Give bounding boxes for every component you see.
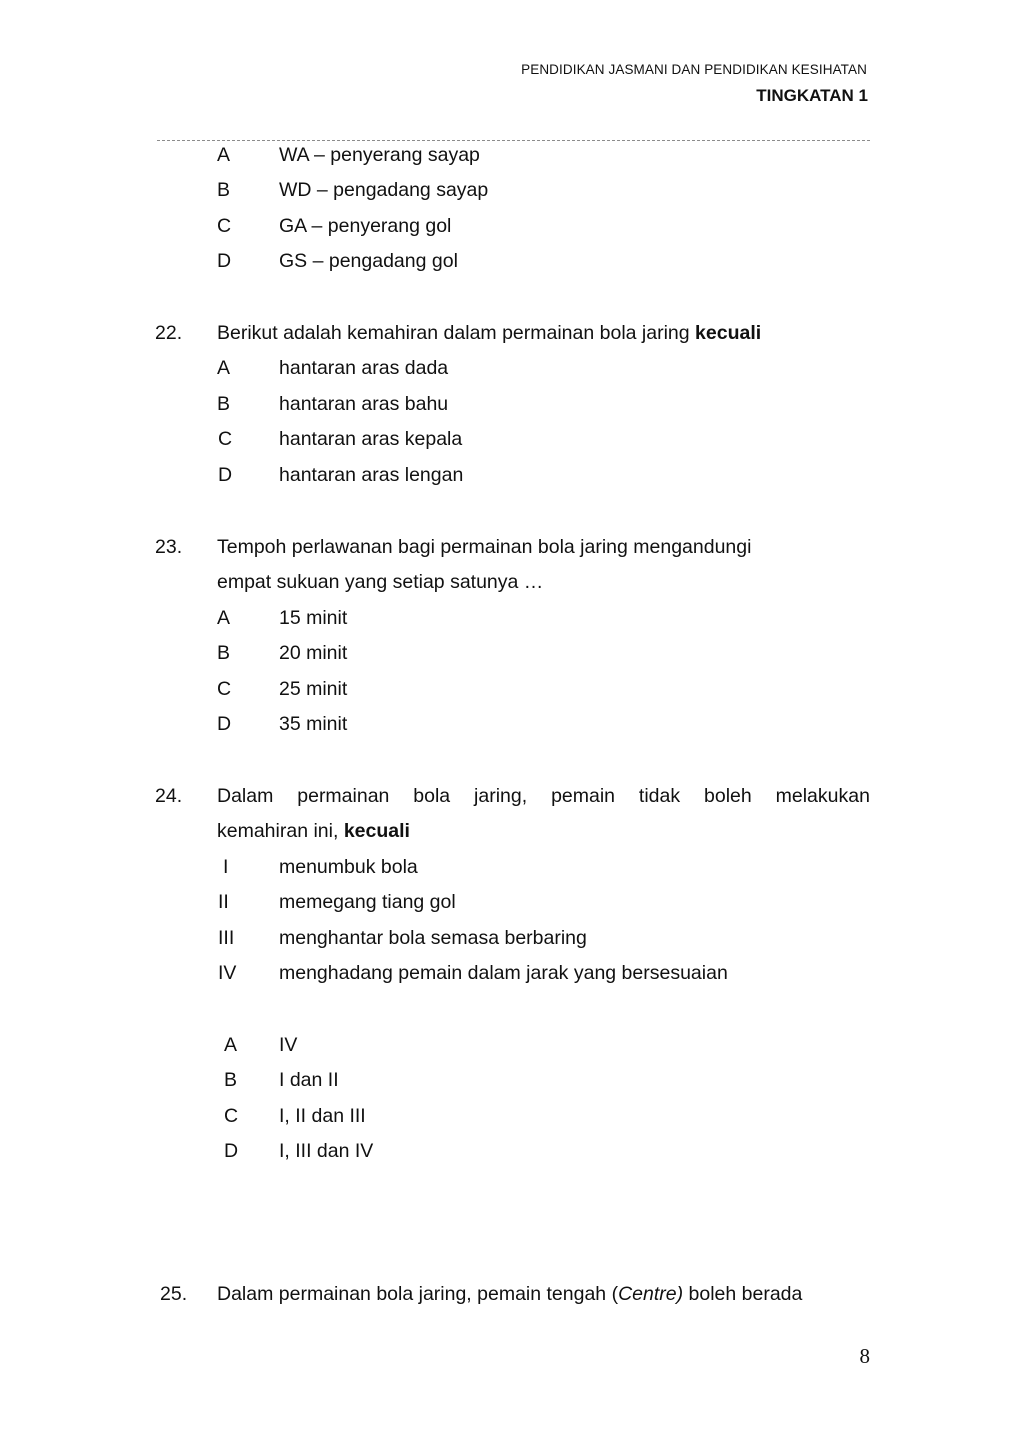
- option-text: I dan II: [279, 1069, 339, 1091]
- option-text: hantaran aras bahu: [279, 393, 449, 415]
- option-text: GA – penyerang gol: [279, 215, 452, 237]
- question-emphasis: kecuali: [695, 322, 762, 344]
- option-letter: A: [217, 144, 231, 166]
- question-stem: kemahiran ini,: [217, 820, 344, 842]
- option-letter: B: [224, 1069, 238, 1091]
- question-stem: Berikut adalah kemahiran dalam permainan bola jaring: [217, 322, 696, 344]
- page-number: 8: [859, 1344, 870, 1368]
- statement-numeral: IV: [218, 962, 237, 984]
- option-letter: A: [217, 607, 231, 629]
- option-text: 25 minit: [279, 678, 348, 700]
- option-text: I, III dan IV: [279, 1140, 374, 1162]
- option-letter: D: [217, 713, 232, 735]
- option-text: I, II dan III: [279, 1105, 366, 1127]
- option-text: WD – pengadang sayap: [279, 179, 489, 201]
- statement-numeral: I: [223, 856, 229, 878]
- question-stem: Dalam permainan bola jaring, pemain tengah (: [217, 1283, 619, 1305]
- question-emphasis: kecuali: [343, 820, 410, 842]
- question-text: [217, 322, 761, 344]
- option-letter: D: [224, 1140, 239, 1162]
- header-divider: [157, 140, 870, 141]
- option-letter: C: [224, 1105, 239, 1127]
- option-text: hantaran aras dada: [279, 357, 449, 379]
- question-stem-end: boleh berada: [683, 1283, 803, 1305]
- option-text: 15 minit: [279, 607, 348, 629]
- question-text-line-1: Tempoh perlawanan bagi permainan bola jaring mengandungi: [217, 536, 752, 558]
- statement-numeral: II: [218, 891, 229, 913]
- option-letter: A: [217, 357, 231, 379]
- question-text: [217, 1283, 802, 1305]
- option-letter: B: [217, 393, 231, 415]
- option-letter: C: [217, 678, 232, 700]
- header-subject: PENDIDIKAN JASMANI DAN PENDIDIKAN KESIHATAN: [521, 62, 867, 77]
- option-text: 20 minit: [279, 642, 348, 664]
- question-word: bola: [413, 785, 451, 807]
- statement-numeral: III: [218, 927, 235, 949]
- statement-text: memegang tiang gol: [279, 891, 456, 913]
- question-word: tidak: [638, 785, 681, 807]
- question-number: 25.: [160, 1283, 188, 1305]
- option-letter: C: [218, 428, 233, 450]
- question-word: Dalam: [217, 785, 274, 807]
- option-letter: B: [217, 179, 231, 201]
- statement-text: menghadang pemain dalam jarak yang bersesuaian: [279, 962, 728, 984]
- question-text-line-2: empat sukuan yang setiap satunya …: [217, 571, 544, 593]
- option-text: GS – pengadang gol: [279, 250, 458, 272]
- option-letter: A: [224, 1034, 238, 1056]
- question-word: permainan: [297, 785, 390, 807]
- option-text: IV: [279, 1034, 298, 1056]
- question-word: boleh: [704, 785, 752, 807]
- question-word: melakukan: [775, 785, 870, 807]
- option-letter: C: [217, 215, 232, 237]
- question-text-line-2: [217, 820, 410, 842]
- option-text: hantaran aras kepala: [279, 428, 463, 450]
- option-text: hantaran aras lengan: [279, 464, 464, 486]
- option-text: WA – penyerang sayap: [279, 144, 480, 166]
- question-number: 23.: [155, 536, 183, 558]
- option-letter: B: [217, 642, 231, 664]
- question-word: jaring,: [474, 785, 528, 807]
- option-letter: D: [218, 464, 233, 486]
- question-text-line-1: [217, 785, 870, 807]
- question-italic-term: Centre): [618, 1283, 684, 1305]
- statement-text: menumbuk bola: [279, 856, 418, 878]
- question-number: 24.: [155, 785, 183, 807]
- option-letter: D: [217, 250, 232, 272]
- statement-text: menghantar bola semasa berbaring: [279, 927, 587, 949]
- option-text: 35 minit: [279, 713, 348, 735]
- question-number: 22.: [155, 322, 183, 344]
- question-word: pemain: [551, 785, 616, 807]
- header-level: TINGKATAN 1: [756, 86, 868, 105]
- page-header: [0, 0, 1024, 150]
